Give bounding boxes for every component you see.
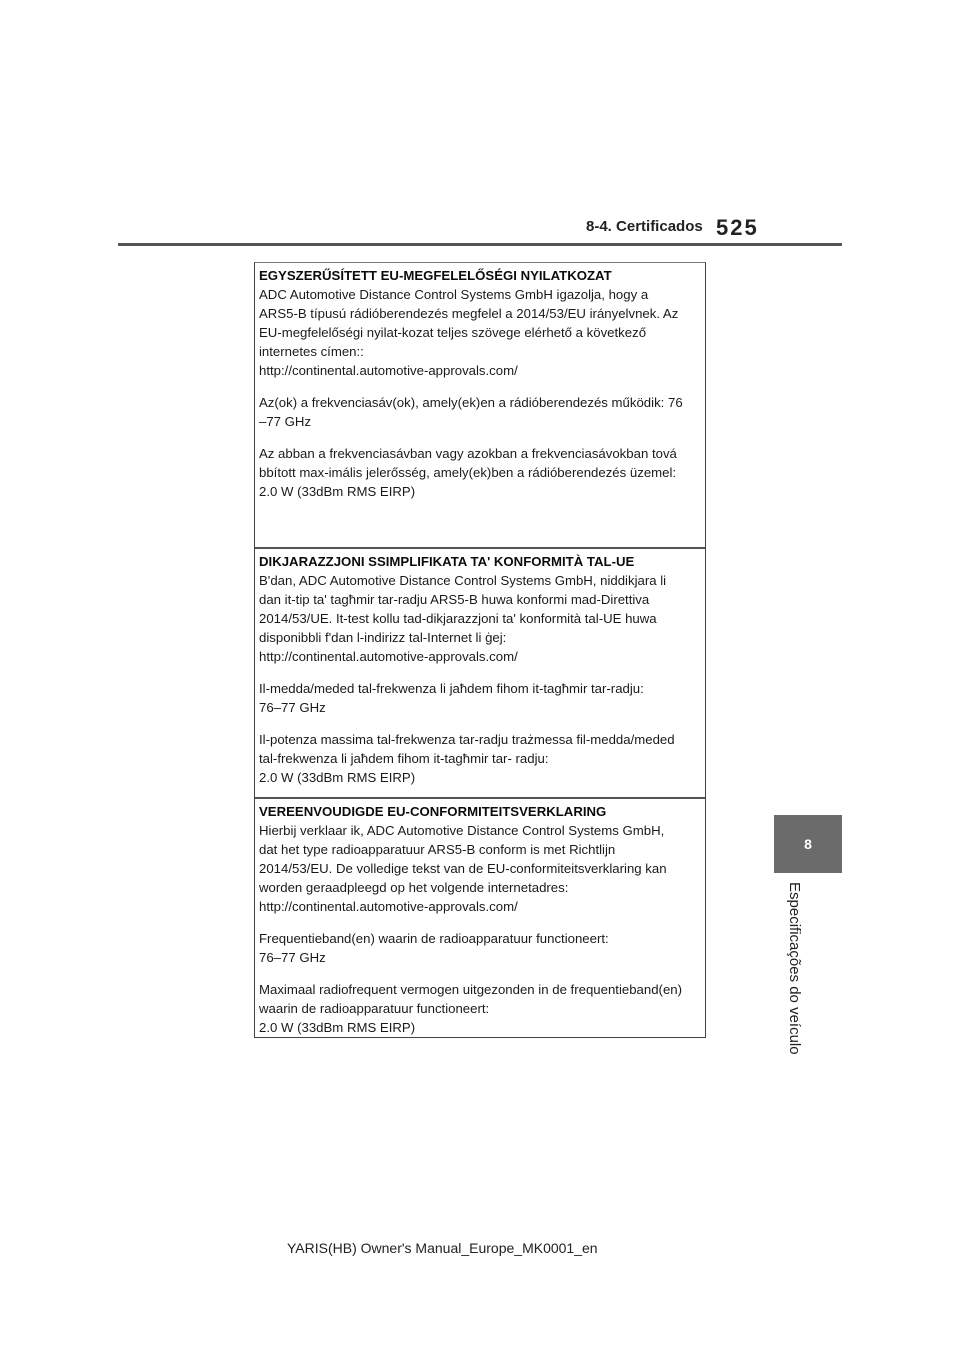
- certificate-frequency-band: Frequentieband(en) waarin de radioapparatuur functioneert: 76–77 GHz: [259, 931, 609, 965]
- certificate-title: DIKJARAZZJONI SSIMPLIFIKATA TA' KONFORMITÀ TAL-UE: [259, 554, 635, 569]
- chapter-tab: [774, 815, 842, 873]
- certificate-maltese: [255, 547, 705, 797]
- chapter-title: Especificações do veículo: [786, 882, 803, 1055]
- certificate-frequency-band: Az(ok) a frekvenciasáv(ok), amely(ek)en a rádióberendezés működik: 76 –77 GHz: [259, 395, 683, 429]
- page-number: 525: [716, 215, 759, 240]
- certificate-max-power: Il-potenza massima tal-frekwenza tar-radju trażmessa fil-medda/meded tal-frekwenza li jaħdem fihom it-tagħmir tar- radju: 2.0 W (33dBm RMS EIRP): [259, 732, 675, 785]
- certificate-body: ADC Automotive Distance Control Systems GmbH igazolja, hogy a ARS5-B típusú rádióberendezés megfelel a 2014/53/EU irányelvnek. Az EU-megfelelőségi nyilat-kozat teljes szövege elérhető a következő internetes címen:: http://continental.automotive-approvals.com/: [259, 287, 679, 378]
- certificate-box: [254, 262, 706, 1038]
- certificate-title: VEREENVOUDIGDE EU-CONFORMITEITSVERKLARING: [259, 804, 607, 819]
- certificate-body: Hierbij verklaar ik, ADC Automotive Distance Control Systems GmbH, dat het type radioapparatuur ARS5-B conform is met Richtlijn 2014/53/EU. De volledige tekst van de EU-conformiteitsverklaring kan worden geraadpleegd op het volgende internetadres: http://continental.automotive-approvals.com/: [259, 823, 667, 914]
- chapter-number: 8: [804, 836, 812, 852]
- certificate-hungarian: [255, 263, 705, 547]
- header-rule: [118, 243, 842, 246]
- certificate-title: EGYSZERŰSÍTETT EU-MEGFELELŐSÉGI NYILATKOZAT: [259, 268, 612, 283]
- footer-manual-id: YARIS(HB) Owner's Manual_Europe_MK0001_en: [287, 1240, 598, 1256]
- certificate-max-power: Az abban a frekvenciasávban vagy azokban a frekvenciasávokban tová bbított max-imális jelerősség, amely(ek)ben a rádióberendezés üzemel: 2.0 W (33dBm RMS EIRP): [259, 446, 677, 499]
- certificate-max-power: Maximaal radiofrequent vermogen uitgezonden in de frequentieband(en) waarin de radioapparatuur functioneert: 2.0 W (33dBm RMS EIRP): [259, 982, 683, 1035]
- chapter-title-wrap: [779, 882, 809, 1072]
- section-header: 8-4. Certificados: [586, 218, 703, 235]
- certificate-frequency-band: Il-medda/meded tal-frekwenza li jaħdem fihom it-tagħmir tar-radju: 76–77 GHz: [259, 681, 644, 715]
- certificate-dutch: [255, 797, 705, 1037]
- certificate-body: B'dan, ADC Automotive Distance Control Systems GmbH, niddikjara li dan it-tip ta' tagħmir tar-radju ARS5-B huwa konformi mad-Direttiva 2014/53/UE. It-test kollu tad-dikjarazzjoni ta' konformità tal-UE huwa disponibbli f'dan l-indirizz tal-Internet li ġej: http://continental.automotive-approvals.com/: [259, 573, 667, 664]
